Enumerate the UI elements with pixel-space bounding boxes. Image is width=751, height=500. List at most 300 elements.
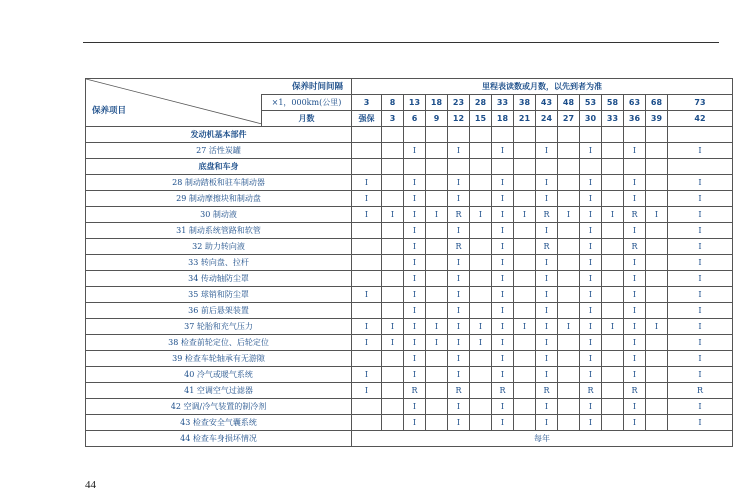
km-value: 63	[624, 95, 646, 111]
schedule-cell	[514, 191, 536, 207]
schedule-cell: R	[536, 239, 558, 255]
schedule-cell	[470, 367, 492, 383]
schedule-cell	[470, 143, 492, 159]
blank-cell	[580, 127, 602, 143]
table-row	[86, 367, 733, 383]
item-label: 33 转向盘、拉杆	[86, 255, 352, 271]
item-label: 32 助力转向液	[86, 239, 352, 255]
schedule-cell: I	[536, 399, 558, 415]
schedule-cell: I	[558, 207, 580, 223]
schedule-cell: I	[646, 319, 668, 335]
schedule-cell	[426, 287, 448, 303]
schedule-cell	[514, 223, 536, 239]
schedule-cell	[382, 399, 404, 415]
table-row	[86, 303, 733, 319]
schedule-cell: I	[580, 143, 602, 159]
schedule-cell: I	[470, 335, 492, 351]
blank-cell	[558, 159, 580, 175]
schedule-cell: I	[448, 287, 470, 303]
blank-cell	[382, 127, 404, 143]
schedule-cell	[382, 303, 404, 319]
page-number: 44	[85, 479, 96, 491]
schedule-cell: I	[580, 287, 602, 303]
schedule-cell	[646, 271, 668, 287]
blank-cell	[646, 159, 668, 175]
schedule-cell	[558, 271, 580, 287]
schedule-cell: I	[426, 335, 448, 351]
schedule-cell: I	[404, 351, 426, 367]
schedule-cell	[470, 191, 492, 207]
schedule-cell: I	[536, 319, 558, 335]
schedule-cell: R	[448, 239, 470, 255]
schedule-cell	[602, 399, 624, 415]
schedule-cell: I	[624, 335, 646, 351]
km-value: 33	[492, 95, 514, 111]
schedule-cell	[470, 287, 492, 303]
table-row	[86, 255, 733, 271]
schedule-cell: I	[352, 335, 382, 351]
schedule-cell: I	[382, 319, 404, 335]
schedule-cell: I	[426, 207, 448, 223]
schedule-cell: I	[668, 239, 733, 255]
schedule-cell: I	[492, 415, 514, 431]
table-row	[86, 351, 733, 367]
schedule-cell	[470, 239, 492, 255]
mileage-title-cell: 里程表读数或月数，以先到者为准	[352, 79, 733, 95]
blank-cell	[404, 159, 426, 175]
schedule-cell	[470, 399, 492, 415]
table-row	[86, 431, 733, 447]
blank-cell	[624, 127, 646, 143]
schedule-cell: I	[492, 143, 514, 159]
schedule-cell	[382, 143, 404, 159]
schedule-cell	[646, 175, 668, 191]
schedule-cell: I	[404, 367, 426, 383]
schedule-cell: I	[536, 255, 558, 271]
table-row	[86, 383, 733, 399]
table-row	[86, 175, 733, 191]
schedule-cell: I	[580, 255, 602, 271]
schedule-cell	[352, 399, 382, 415]
schedule-cell: I	[352, 287, 382, 303]
schedule-cell: I	[492, 303, 514, 319]
table-row	[86, 143, 733, 159]
month-value: 15	[470, 111, 492, 127]
schedule-cell: I	[580, 191, 602, 207]
schedule-cell	[470, 175, 492, 191]
schedule-cell: I	[448, 223, 470, 239]
schedule-cell	[514, 287, 536, 303]
schedule-cell: I	[668, 271, 733, 287]
blank-cell	[448, 159, 470, 175]
schedule-cell: I	[536, 191, 558, 207]
blank-cell	[492, 159, 514, 175]
km-value: 58	[602, 95, 624, 111]
schedule-cell: I	[624, 175, 646, 191]
km-value: 38	[514, 95, 536, 111]
schedule-cell: I	[624, 415, 646, 431]
blank-cell	[470, 159, 492, 175]
blank-cell	[668, 127, 733, 143]
schedule-cell	[646, 223, 668, 239]
schedule-cell: I	[492, 239, 514, 255]
schedule-cell	[382, 271, 404, 287]
schedule-cell: R	[448, 207, 470, 223]
schedule-cell: I	[404, 319, 426, 335]
schedule-cell: I	[668, 223, 733, 239]
item-label: 27 活性炭罐	[86, 143, 352, 159]
annual-interval-cell: 每年	[352, 431, 733, 447]
schedule-cell: I	[492, 207, 514, 223]
schedule-cell: I	[514, 319, 536, 335]
schedule-cell: I	[668, 303, 733, 319]
schedule-cell: I	[352, 319, 382, 335]
schedule-cell: I	[668, 415, 733, 431]
schedule-cell: I	[602, 207, 624, 223]
schedule-cell: I	[668, 191, 733, 207]
schedule-cell: I	[404, 399, 426, 415]
schedule-cell	[382, 255, 404, 271]
table-row	[86, 191, 733, 207]
schedule-cell	[558, 255, 580, 271]
schedule-cell	[514, 255, 536, 271]
schedule-cell	[352, 303, 382, 319]
km-value: 13	[404, 95, 426, 111]
month-value: 36	[624, 111, 646, 127]
schedule-cell: I	[448, 399, 470, 415]
schedule-cell: I	[492, 367, 514, 383]
schedule-cell: I	[404, 255, 426, 271]
schedule-cell	[352, 271, 382, 287]
schedule-cell: I	[624, 223, 646, 239]
section-title: 底盘和车身	[86, 159, 352, 175]
schedule-cell: I	[404, 143, 426, 159]
schedule-cell: I	[580, 303, 602, 319]
schedule-cell	[426, 143, 448, 159]
schedule-cell: I	[514, 207, 536, 223]
blank-cell	[404, 127, 426, 143]
schedule-cell: I	[448, 319, 470, 335]
schedule-cell: I	[470, 207, 492, 223]
schedule-cell	[426, 351, 448, 367]
schedule-cell: R	[404, 383, 426, 399]
schedule-cell: I	[492, 351, 514, 367]
month-value: 9	[426, 111, 448, 127]
schedule-cell: R	[624, 239, 646, 255]
schedule-cell: R	[536, 207, 558, 223]
schedule-cell	[382, 415, 404, 431]
schedule-cell	[352, 143, 382, 159]
schedule-cell: I	[580, 351, 602, 367]
schedule-cell	[426, 255, 448, 271]
schedule-cell	[646, 367, 668, 383]
schedule-cell	[602, 287, 624, 303]
month-value: 24	[536, 111, 558, 127]
schedule-cell: I	[536, 223, 558, 239]
schedule-cell	[646, 191, 668, 207]
schedule-cell: I	[492, 271, 514, 287]
blank-cell	[646, 127, 668, 143]
schedule-cell: I	[352, 207, 382, 223]
schedule-cell	[602, 191, 624, 207]
schedule-cell	[558, 191, 580, 207]
schedule-cell	[558, 367, 580, 383]
schedule-cell: R	[624, 207, 646, 223]
schedule-cell: I	[668, 367, 733, 383]
schedule-cell	[426, 175, 448, 191]
schedule-cell: I	[404, 175, 426, 191]
km-value: 48	[558, 95, 580, 111]
item-label: 28 制动踏板和驻车制动器	[86, 175, 352, 191]
schedule-cell: I	[404, 415, 426, 431]
schedule-cell: I	[492, 175, 514, 191]
schedule-cell: I	[580, 415, 602, 431]
schedule-cell: I	[448, 191, 470, 207]
schedule-cell	[514, 239, 536, 255]
schedule-cell	[646, 399, 668, 415]
schedule-cell: I	[404, 207, 426, 223]
table-row	[86, 287, 733, 303]
schedule-cell	[646, 287, 668, 303]
schedule-cell: I	[404, 239, 426, 255]
schedule-cell: I	[536, 143, 558, 159]
table-row	[86, 223, 733, 239]
month-value: 18	[492, 111, 514, 127]
section-title: 发动机基本部件	[86, 127, 352, 143]
table-row	[86, 239, 733, 255]
schedule-cell: I	[492, 191, 514, 207]
schedule-cell: I	[404, 271, 426, 287]
month-value: 27	[558, 111, 580, 127]
schedule-cell	[514, 383, 536, 399]
month-value: 12	[448, 111, 470, 127]
schedule-cell: I	[624, 271, 646, 287]
schedule-cell: R	[536, 383, 558, 399]
item-label: 39 检查车轮轴承有无游隙	[86, 351, 352, 367]
schedule-cell	[602, 143, 624, 159]
schedule-cell: I	[352, 367, 382, 383]
km-value: 3	[352, 95, 382, 111]
schedule-cell	[470, 415, 492, 431]
schedule-cell: I	[624, 255, 646, 271]
schedule-cell	[558, 175, 580, 191]
schedule-cell	[558, 335, 580, 351]
schedule-cell	[470, 383, 492, 399]
schedule-cell: I	[536, 175, 558, 191]
schedule-cell	[470, 303, 492, 319]
schedule-cell	[382, 367, 404, 383]
schedule-cell	[646, 383, 668, 399]
schedule-cell: I	[580, 223, 602, 239]
schedule-cell: I	[448, 415, 470, 431]
schedule-cell	[352, 351, 382, 367]
month-value: 3	[382, 111, 404, 127]
month-value: 30	[580, 111, 602, 127]
schedule-cell	[558, 287, 580, 303]
schedule-cell: I	[536, 303, 558, 319]
schedule-cell	[558, 223, 580, 239]
schedule-cell	[382, 351, 404, 367]
km-value: 8	[382, 95, 404, 111]
schedule-cell	[646, 239, 668, 255]
table-row	[86, 399, 733, 415]
schedule-cell	[426, 271, 448, 287]
schedule-cell	[514, 271, 536, 287]
schedule-cell	[558, 143, 580, 159]
schedule-cell: I	[558, 319, 580, 335]
schedule-cell: I	[448, 367, 470, 383]
km-value: 28	[470, 95, 492, 111]
km-value: 73	[668, 95, 733, 111]
schedule-cell	[514, 335, 536, 351]
schedule-cell: I	[580, 207, 602, 223]
schedule-cell	[558, 303, 580, 319]
item-label: 37 轮胎和充气压力	[86, 319, 352, 335]
schedule-cell	[470, 271, 492, 287]
table-row	[86, 207, 733, 223]
schedule-cell	[514, 175, 536, 191]
schedule-cell: I	[668, 335, 733, 351]
schedule-cell: R	[668, 383, 733, 399]
schedule-cell: I	[492, 255, 514, 271]
schedule-cell: I	[404, 303, 426, 319]
schedule-cell: I	[492, 223, 514, 239]
schedule-cell: I	[448, 175, 470, 191]
km-value: 68	[646, 95, 668, 111]
schedule-cell	[382, 191, 404, 207]
month-value: 39	[646, 111, 668, 127]
schedule-cell: I	[668, 287, 733, 303]
schedule-cell	[514, 399, 536, 415]
schedule-cell	[558, 415, 580, 431]
schedule-cell	[426, 383, 448, 399]
item-label: 34 传动轴防尘罩	[86, 271, 352, 287]
schedule-cell: I	[352, 191, 382, 207]
schedule-cell	[382, 175, 404, 191]
blank-cell	[514, 159, 536, 175]
schedule-cell: I	[536, 335, 558, 351]
schedule-cell: R	[580, 383, 602, 399]
item-label: 42 空调/冷气装置的制冷剂	[86, 399, 352, 415]
blank-cell	[668, 159, 733, 175]
blank-cell	[536, 159, 558, 175]
schedule-cell	[646, 303, 668, 319]
header-corner-cell	[86, 79, 262, 127]
schedule-cell	[602, 175, 624, 191]
blank-cell	[352, 127, 382, 143]
schedule-cell: I	[602, 319, 624, 335]
table-row	[86, 415, 733, 431]
month-value: 33	[602, 111, 624, 127]
schedule-cell: I	[580, 271, 602, 287]
schedule-cell	[646, 415, 668, 431]
schedule-cell: I	[352, 383, 382, 399]
blank-cell	[514, 127, 536, 143]
item-label: 38 检查前轮定位、后轮定位	[86, 335, 352, 351]
schedule-cell: I	[536, 271, 558, 287]
month-value: 21	[514, 111, 536, 127]
schedule-cell	[602, 255, 624, 271]
schedule-cell: I	[352, 175, 382, 191]
schedule-cell	[382, 287, 404, 303]
schedule-cell: I	[536, 351, 558, 367]
schedule-cell	[514, 415, 536, 431]
schedule-cell	[602, 383, 624, 399]
schedule-cell	[602, 335, 624, 351]
blank-cell	[536, 127, 558, 143]
schedule-cell	[602, 271, 624, 287]
table-row	[86, 271, 733, 287]
blank-cell	[352, 159, 382, 175]
schedule-cell: I	[624, 319, 646, 335]
schedule-cell: I	[492, 335, 514, 351]
schedule-cell	[470, 223, 492, 239]
schedule-cell: I	[624, 351, 646, 367]
schedule-cell: I	[624, 367, 646, 383]
schedule-cell	[602, 351, 624, 367]
month-value: 强保	[352, 111, 382, 127]
schedule-cell	[426, 415, 448, 431]
schedule-cell	[426, 399, 448, 415]
schedule-cell	[514, 143, 536, 159]
schedule-cell: I	[536, 287, 558, 303]
schedule-cell	[602, 303, 624, 319]
schedule-cell: I	[580, 399, 602, 415]
table-row	[86, 335, 733, 351]
schedule-cell: I	[580, 367, 602, 383]
header-rule	[83, 42, 719, 43]
schedule-cell: R	[492, 383, 514, 399]
schedule-cell	[426, 303, 448, 319]
schedule-cell: I	[668, 255, 733, 271]
section-row	[86, 127, 733, 143]
schedule-cell: I	[668, 207, 733, 223]
schedule-cell	[646, 143, 668, 159]
schedule-cell: I	[624, 287, 646, 303]
schedule-cell: I	[668, 399, 733, 415]
schedule-cell	[646, 255, 668, 271]
schedule-cell: I	[624, 143, 646, 159]
blank-cell	[580, 159, 602, 175]
schedule-cell	[514, 351, 536, 367]
schedule-cell	[558, 351, 580, 367]
schedule-cell	[470, 255, 492, 271]
schedule-cell	[352, 415, 382, 431]
schedule-cell: I	[624, 191, 646, 207]
blank-cell	[602, 159, 624, 175]
schedule-cell	[382, 239, 404, 255]
schedule-cell	[426, 239, 448, 255]
schedule-cell	[352, 223, 382, 239]
month-value: 42	[668, 111, 733, 127]
item-header-label: 保养项目	[92, 106, 127, 116]
km-unit-label: ×1，000km(公里)	[262, 95, 352, 111]
blank-cell	[426, 127, 448, 143]
km-value: 18	[426, 95, 448, 111]
schedule-cell: I	[404, 335, 426, 351]
schedule-cell: I	[448, 271, 470, 287]
schedule-cell: I	[404, 223, 426, 239]
schedule-cell	[646, 335, 668, 351]
schedule-cell	[602, 367, 624, 383]
schedule-cell: I	[382, 207, 404, 223]
schedule-cell	[602, 415, 624, 431]
schedule-cell	[382, 383, 404, 399]
blank-cell	[470, 127, 492, 143]
schedule-cell	[514, 303, 536, 319]
blank-cell	[448, 127, 470, 143]
km-value: 23	[448, 95, 470, 111]
